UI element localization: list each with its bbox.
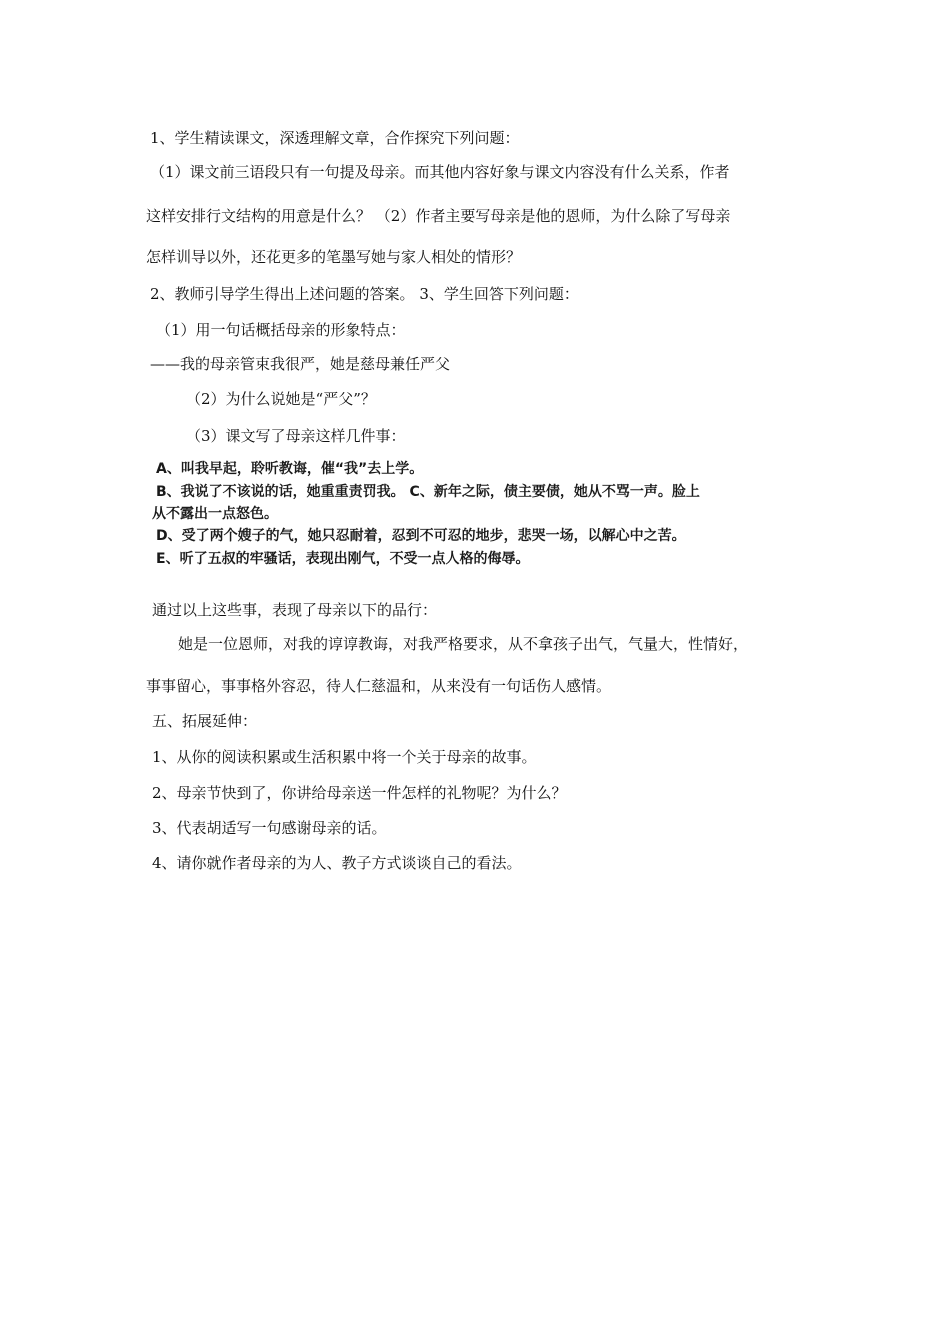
section-5-heading: 五、拓展延伸： [152, 712, 258, 730]
answer-3-1: ——我的母亲管束我很严，她是慈母兼任严父 [150, 355, 451, 373]
question-3-1: （1）用一句话概括母亲的形象特点： [156, 321, 406, 339]
event-e: E、听了五叔的牢骚话，表现出刚气，不受一点人格的侮辱。 [156, 551, 530, 567]
question-1-heading: 1、学生精读课文，深透理解文章，合作探究下列问题： [150, 129, 520, 147]
question-1-1-line2: 这样安排行文结构的用意是什么？ （2）作者主要写母亲是他的恩师，为什么除了写母亲 [146, 207, 731, 225]
question-1-1-line3: 怎样训导以外，还花更多的笔墨写她与家人相处的情形？ [146, 248, 522, 266]
extension-3: 3、代表胡适写一句感谢母亲的话。 [152, 819, 387, 837]
question-3-2: （2）为什么说她是“严父”？ [186, 390, 376, 408]
summary-line1: 她是一位恩师，对我的谆谆教诲，对我严格要求，从不拿孩子出气，气量大，性情好， [178, 635, 749, 653]
event-d: D、受了两个嫂子的气，她只忍耐着，忍到不可忍的地步，悲哭一场，以解心中之苦。 [156, 528, 686, 544]
extension-1: 1、从你的阅读积累或生活积累中将一个关于母亲的故事。 [152, 748, 537, 766]
event-a: A、叫我早起，聆听教诲，催“我”去上学。 [156, 461, 424, 477]
step-2-3-line: 2、教师引导学生得出上述问题的答案。 3、学生回答下列问题： [150, 285, 579, 303]
extension-2: 2、母亲节快到了，你讲给母亲送一件怎样的礼物呢？为什么？ [152, 784, 567, 802]
summary-heading: 通过以上这些事，表现了母亲以下的品行： [152, 601, 438, 619]
question-1-1-line1: （1）课文前三语段只有一句提及母亲。而其他内容好象与课文内容没有什么关系，作者 [150, 163, 730, 181]
event-c-continued: 从不露出一点怒色。 [152, 506, 278, 522]
extension-4: 4、请你就作者母亲的为人、教子方式谈谈自己的看法。 [152, 854, 522, 872]
summary-line2: 事事留心，事事格外容忍，待人仁慈温和，从来没有一句话伤人感情。 [146, 677, 612, 695]
event-b-c: B、我说了不该说的话，她重重责罚我。 C、新年之际，债主要债，她从不骂一声。脸上 [156, 484, 700, 500]
question-3-3: （3）课文写了母亲这样几件事： [186, 427, 406, 445]
